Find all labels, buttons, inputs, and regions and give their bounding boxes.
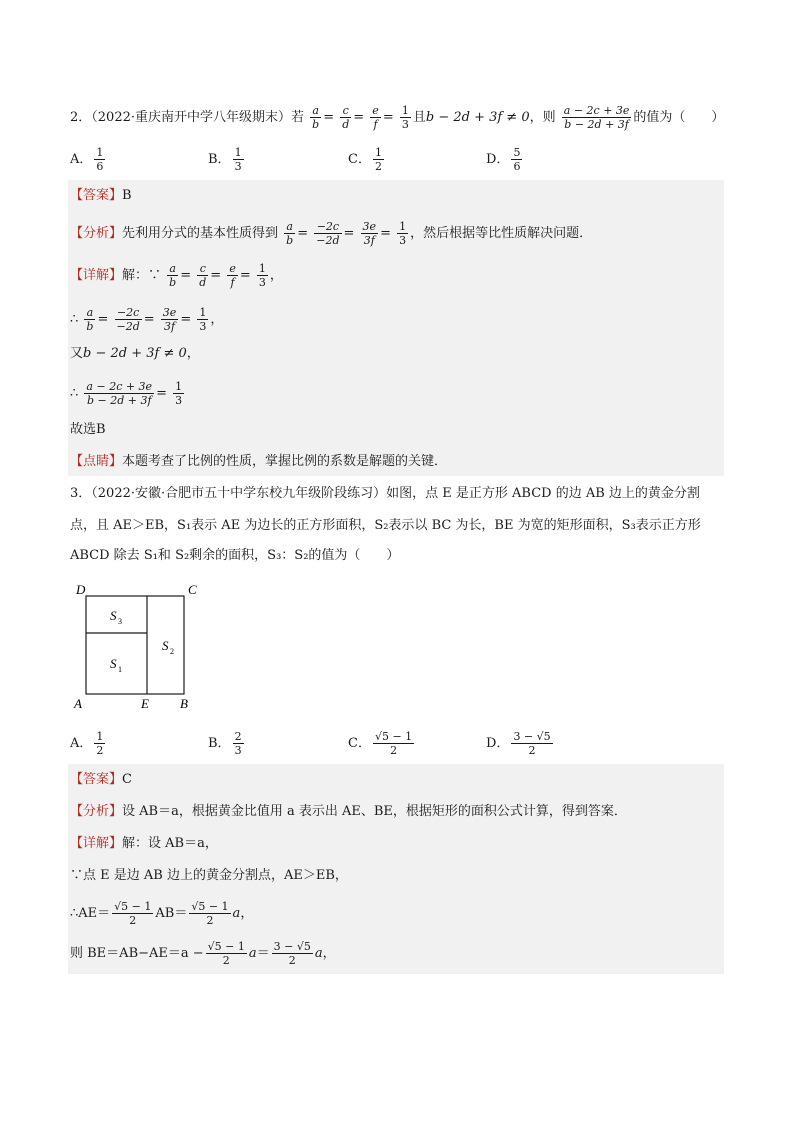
q3-answer: 【答案】C: [70, 772, 132, 787]
q2-number: 2．: [70, 110, 92, 125]
fraction: $\frac{1}{3}$: [401, 104, 409, 131]
vertex-a: A: [74, 696, 82, 711]
label-s1: S: [110, 656, 117, 671]
label-s2: S: [162, 638, 169, 653]
q2-step-result: ∴ $\frac{a - 2c + 3e}{b - 2d + 3f}$ = $\frac{1}{3}$: [70, 380, 183, 407]
q2-option-a: A． $\frac{1}{6}$: [70, 146, 104, 173]
q2-answer: 【答案】B: [70, 188, 132, 203]
q3-stem-line3: ABCD 除去 S₁和 S₂剩余的面积，S₃：S₂的值为（ ）: [70, 548, 400, 563]
square-figure: [70, 578, 210, 714]
q2-option-b: B． $\frac{1}{3}$: [208, 146, 242, 173]
fraction: $\frac{c}{d}$: [342, 104, 350, 131]
fraction: $\frac{a}{b}$: [312, 104, 320, 131]
point-e: E: [141, 696, 149, 711]
square-abcd: [86, 596, 184, 694]
q3-detail: 【详解】解：设 AB＝a，: [70, 836, 218, 851]
label-s3-sub: 3: [118, 617, 122, 626]
q2-option-d: D． $\frac{5}{6}$: [486, 146, 521, 173]
q3-option-d: D． $\frac{3 - √5}{2}$: [486, 730, 551, 757]
q2-choose: 故选B: [70, 422, 106, 437]
label-s3: S: [110, 608, 117, 623]
fraction: $\frac{e}{f}$: [372, 104, 379, 131]
q3-stem-line2: 点，且 AE＞EB，S₁表示 AE 为边长的正方形面积，S₂表示以 BC 为长，BE 为宽的矩形面积，S₃表示正方形: [70, 518, 701, 533]
q2-option-c: C． $\frac{1}{2}$: [348, 146, 382, 173]
q3-stem-line1: 3．（2022·安徽·合肥市五十中学东校九年级阶段练习）如图，点 E 是正方形 ABCD 的边 AB 边上的黄金分割: [70, 486, 700, 501]
q2-detail: 【详解】解：∵ $\frac{a}{b}$ = $\frac{c}{d}$ = $\frac{e}{f}$ = $\frac{1}{3}$ ，: [70, 262, 283, 289]
q3-option-a: A． $\frac{1}{2}$: [70, 730, 104, 757]
vertex-d: D: [76, 582, 86, 597]
q2-step-therefore: ∴ $\frac{a}{b}$ = $\frac{-2c}{-2d}$ = $\frac{3e}{3f}$ = $\frac{1}{3}$ ，: [70, 306, 224, 333]
vertex-c: C: [188, 582, 197, 597]
q3-option-b: B． $\frac{2}{3}$: [208, 730, 242, 757]
q3-step1: ∵点 E 是边 AB 边上的黄金分割点，AE＞EB，: [70, 868, 348, 883]
q2-step-also: 又b − 2d + 3f ≠ 0，: [70, 346, 200, 361]
q2-stem: 2．（2022·重庆南开中学八年级期末）若 $\frac{a}{b}$ = $\frac{c}{d}$ = $\frac{e}{f}$ = $\frac{1}{3}$ 且b − 2d + 3f ≠ 0，则 $\frac{a - 2c + 3e}{b - 2d + 3f}$ 的值为（ ）: [70, 104, 725, 131]
q3-step3: 则 BE＝AB−AE＝a − $\frac{√5 - 1}{2}$ a＝ $\frac{3 - √5}{2}$ a，: [70, 940, 336, 967]
q3-option-c: C． $\frac{√5 - 1}{2}$: [348, 730, 413, 757]
q3-step2: ∴AE＝ $\frac{√5 - 1}{2}$ AB＝ $\frac{√5 - 1}{2}$ a，: [70, 900, 254, 927]
q2-analysis: 【分析】先利用分式的基本性质得到 $\frac{a}{b}$ = $\frac{-2c}{-2d}$ = $\frac{3e}{3f}$ = $\frac{1}{3}$ ，然后根据等比性质解决问题．: [70, 220, 593, 247]
q2-comment: 【点睛】本题考查了比例的性质，掌握比例的系数是解题的关键．: [70, 454, 448, 469]
fraction: $\frac{a - 2c + 3e}{b - 2d + 3f}$: [563, 104, 630, 131]
q3-analysis: 【分析】设 AB＝a，根据黄金比值用 a 表示出 AE、BE，根据矩形的面积公式计算，得到答案．: [70, 804, 627, 819]
q2-source: （2022·重庆南开中学八年级期末）若: [91, 110, 304, 125]
q2-condition: b − 2d + 3f ≠ 0: [425, 110, 530, 125]
label-s1-sub: 1: [118, 665, 122, 674]
vertex-b: B: [180, 696, 188, 711]
label-s2-sub: 2: [170, 647, 174, 656]
